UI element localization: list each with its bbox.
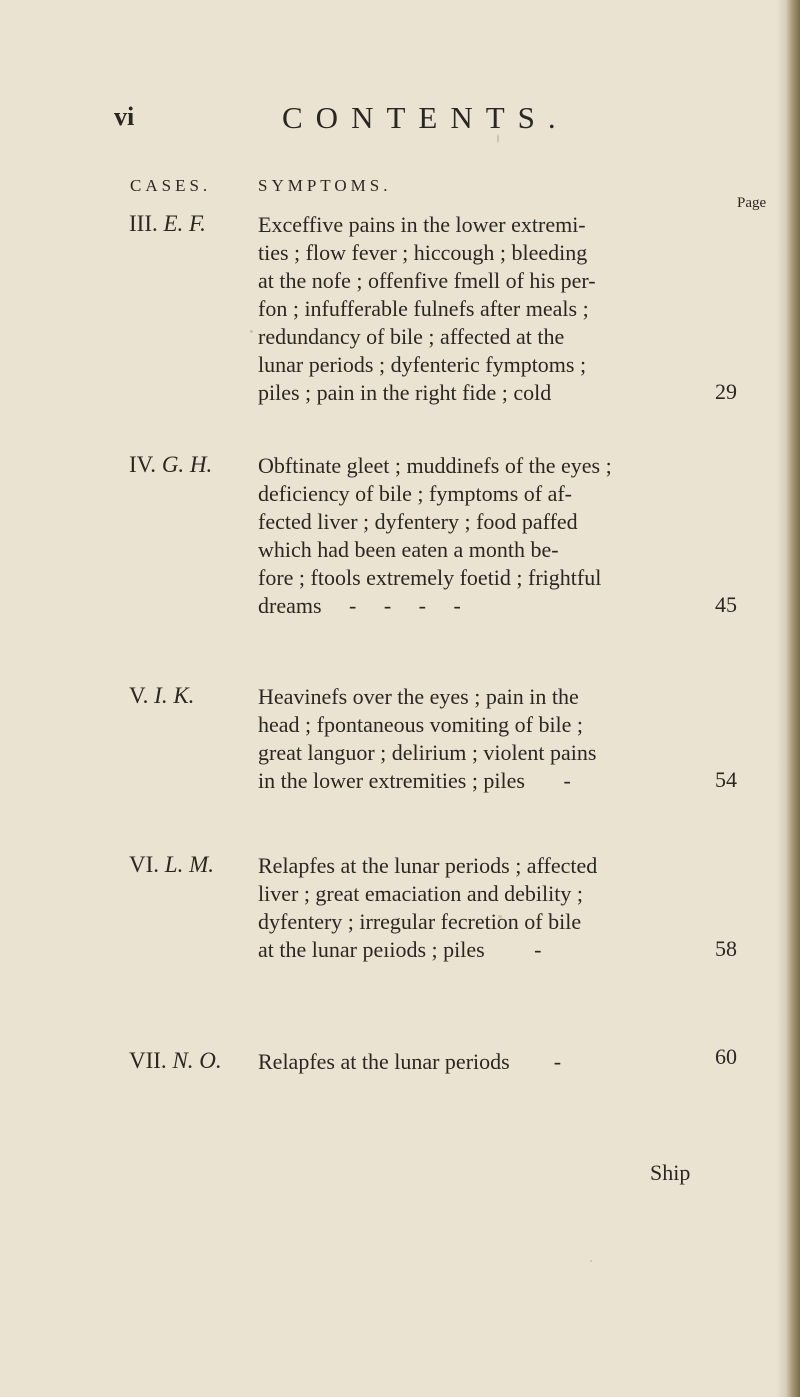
page-edge-shadow	[776, 0, 786, 1397]
case-initials: L. M.	[164, 852, 214, 877]
symptoms-text	[258, 452, 658, 620]
symptom-line: Obftinate gleet ; muddinefs of the eyes ;	[258, 453, 612, 478]
catchword: Ship	[650, 1160, 691, 1185]
page-reference: 45	[715, 592, 737, 617]
page-reference: 60	[715, 1044, 737, 1069]
page-reference: 54	[715, 767, 737, 792]
symptom-line: great languor ; delirium ; violent pains	[258, 740, 597, 765]
page-column-heading: Page	[737, 195, 767, 211]
page-reference: 29	[715, 379, 737, 404]
case-numeral: IV.	[129, 452, 157, 477]
page-edge	[786, 0, 800, 1397]
case-id	[129, 852, 214, 878]
symptom-line: head ; fpontaneous vomiting of bile ;	[258, 712, 584, 737]
symptom-line: liver ; great emaciation and debility ;	[258, 881, 583, 906]
page-reference: 58	[715, 936, 737, 961]
case-id	[129, 452, 212, 478]
symptom-line: ties ; flow fever ; hiccough ; bleeding	[258, 240, 588, 265]
symptom-line: at the nofe ; offenfive fmell of his per-	[258, 268, 596, 293]
case-initials: N. O.	[172, 1048, 222, 1073]
symptom-line: redundancy of bile ; affected at the	[258, 324, 565, 349]
symptoms-text	[258, 1048, 658, 1076]
case-initials: I. K.	[154, 683, 195, 708]
symptoms-text	[258, 852, 658, 964]
paper-speck	[250, 330, 253, 333]
symptom-line: piles ; pain in the right fide ; cold	[258, 380, 552, 405]
case-initials: G. H.	[161, 452, 213, 477]
symptom-line: Heavinefs over the eyes ; pain in the	[258, 684, 579, 709]
case-id	[129, 683, 194, 709]
symptoms-text	[258, 683, 658, 795]
symptoms-text	[258, 211, 658, 407]
symptom-line: dreams - - - -	[258, 593, 461, 618]
symptom-line: Exceffive pains in the lower extremi-	[258, 212, 586, 237]
case-numeral: V.	[129, 683, 149, 708]
symptom-line: in the lower extremities ; piles -	[258, 768, 571, 793]
running-title: CONTENTS.	[282, 100, 569, 135]
cases-column-heading: CASES.	[130, 176, 212, 195]
symptom-line: deficiency of bile ; fymptoms of af-	[258, 481, 573, 506]
page-header	[0, 100, 760, 140]
symptom-line: Relapfes at the lunar periods -	[258, 1049, 562, 1074]
case-numeral: III.	[129, 211, 158, 236]
case-initials: E. F.	[163, 211, 206, 236]
symptom-line: which had been eaten a month be-	[258, 537, 559, 562]
symptom-line: fected liver ; dyfentery ; food paffed	[258, 509, 578, 534]
case-numeral: VII.	[129, 1048, 167, 1073]
case-id	[129, 1048, 222, 1074]
symptom-line: fore ; ftools extremely foetid ; frightful	[258, 565, 602, 590]
symptoms-column-heading: SYMPTOMS.	[258, 176, 392, 195]
case-id	[129, 211, 206, 237]
symptom-line: dyfentery ; irregular fecretion of bile	[258, 909, 582, 934]
page-number: vi	[114, 102, 135, 131]
symptom-line: at the lunar peıiods ; piles -	[258, 937, 542, 962]
symptom-line: lunar periods ; dyfenteric fymptoms ;	[258, 352, 587, 377]
symptom-line: Relapfes at the lunar periods ; affected	[258, 853, 598, 878]
symptom-line: fon ; infufferable fulnefs after meals ;	[258, 296, 589, 321]
case-numeral: VI.	[129, 852, 160, 877]
paper-speck	[590, 1260, 592, 1262]
